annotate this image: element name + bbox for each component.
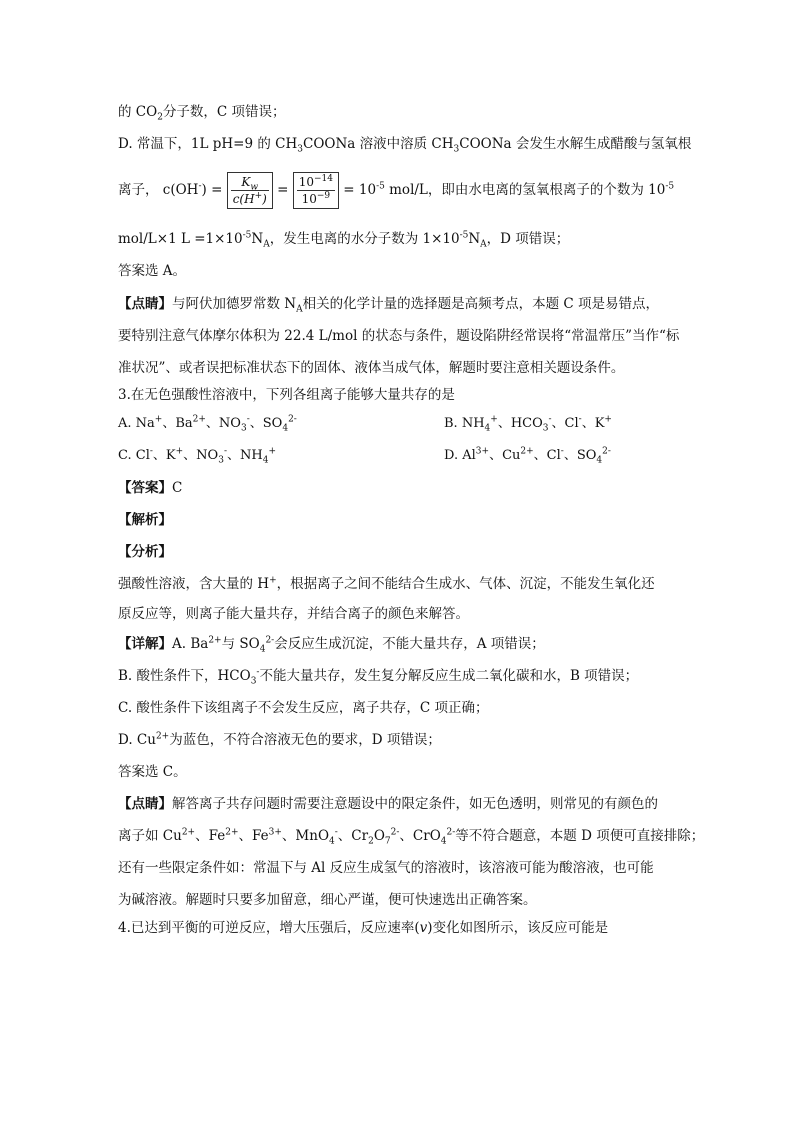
tip-line-2: 要特别注意气体摩尔体积为 22.4 L/mol 的状态与条件，题设陷阱经常误将“常温常压”当作“标 [118, 328, 680, 344]
subscript: 3 [297, 144, 304, 155]
tip-line-3: 准状况”、或者误把标准状态下的固体、液体当成气体，解题时要注意相关题设条件。 [118, 360, 625, 376]
text: 离子， c(OH [118, 182, 199, 198]
text: COONa 溶液中溶质 CH [303, 136, 454, 152]
question-4-stem: 4.已达到平衡的可逆反应，增大压强后，反应速率(v)变化如图所示，该反应可能是 [118, 920, 609, 936]
subscript: 2 [157, 112, 163, 123]
text: = 10 [343, 182, 377, 198]
option-a: A. Na+、$Ba^{2+}$、$NO_3^-$、$SO_4^{2-}$ [118, 414, 297, 434]
detail-line-b: B. 酸性条件下，$HCO_3^-$不能大量共存，发生复分解反应生成二氧化碳和水，B 项错误； [118, 667, 639, 687]
answer-tag: 【答案】C [118, 480, 183, 496]
text: mol/L，即由水电离的氢氧根离子的个数为 10 [384, 182, 666, 198]
text: COONa 会发生水解生成醋酸与氢氧根 [459, 136, 692, 152]
tip2-line-1: 【点睛】解答离子共存问题时需要注意题设中的限定条件，如无色透明，则常见的有颜色的 [118, 796, 658, 812]
option-d: D. $Al^{3+}$、$Cu^{2+}$、Cl-、$SO_4^{2-}$ [444, 446, 611, 466]
tip-line-1: 【点睛】与阿伏加德罗常数 $N_A$相关的化学计量的选择题是高频考点，本题 C 项是易错点， [118, 296, 660, 315]
fraction-numerator: $K_w$ [231, 174, 269, 191]
superscript: - [198, 181, 202, 192]
text: 分子数，C 项错误； [162, 104, 286, 120]
option-c: C. Cl-、K+、$NO_3^-$、$NH_4^+$ [118, 446, 276, 466]
tip2-line-2: 离子如 $Cu^{2+}$、$Fe^{2+}$、$Fe^{3+}$、MnO$_4$-、$Cr_2O_7^{2-}$、CrO$_4^{2-}$等不符合题意，本题 D 项便可直接排除； [118, 827, 705, 847]
analysis-tag: 【解析】 [118, 512, 172, 528]
text: D. 常温下，1L pH=9 的 CH [118, 136, 298, 152]
superscript: -5 [665, 181, 675, 192]
subscript: 3 [453, 144, 460, 155]
answer-line-2: 答案选 C。 [118, 764, 187, 780]
analysis-line-1: 强酸性溶液，含大量的 H+，根据离子之间不能结合生成水、气体、沉淀，不能发生氧化还 [118, 575, 655, 592]
tip2-line-3: 还有一些限定条件如：常温下与 Al 反应生成氢气的溶液时，该溶液可能为酸溶液，也可能 [118, 860, 654, 876]
text: = [277, 182, 293, 198]
kw-fraction [227, 172, 273, 209]
text-line-1 [118, 102, 286, 122]
fraction-denominator: $10^{-9}$ [301, 191, 331, 206]
detail-line-a: 【详解】A. $Ba^{2+}$与 $SO_4^{2-}$会反应生成沉淀，不能大量共存，A 项错误； [118, 635, 545, 655]
power-fraction [293, 172, 339, 209]
answer-line: 答案选 A。 [118, 263, 187, 279]
fraction-denominator: c(H+) [232, 191, 267, 206]
superscript: -5 [376, 181, 385, 192]
text: ) = [201, 182, 227, 198]
fenxi-tag: 【分析】 [118, 544, 172, 560]
detail-line-d: D. $Cu^{2+}$为蓝色，不符合溶液无色的要求，D 项错误； [118, 731, 441, 748]
text-line-4: mol/L×1 $L =1\times 10^{-5}N_A$，发生电离的水分子数为 $1\times 10^{-5}N_A$，D 项错误； [118, 230, 570, 250]
formula-line [118, 168, 674, 212]
text-line-2 [118, 134, 691, 154]
tip2-line-4: 为碱溶液。解题时只要多加留意，细心严谨，便可快速选出正确答案。 [118, 892, 537, 908]
question-3-stem: 3.在无色强酸性溶液中，下列各组离子能够大量共存的是 [118, 387, 455, 403]
analysis-line-2: 原反应等，则离子能大量共存，并结合离子的颜色来解答。 [118, 606, 469, 622]
fraction-numerator: $10^{-14}$ [298, 174, 333, 189]
text: 的 CO [118, 104, 158, 120]
option-b: B. $NH_4^+$、$HCO_3^-$、Cl-、K+ [444, 414, 612, 434]
detail-line-c: C. 酸性条件下该组离子不会发生反应，离子共存，C 项正确； [118, 700, 489, 716]
tip-label: 【点睛】 [118, 296, 172, 312]
